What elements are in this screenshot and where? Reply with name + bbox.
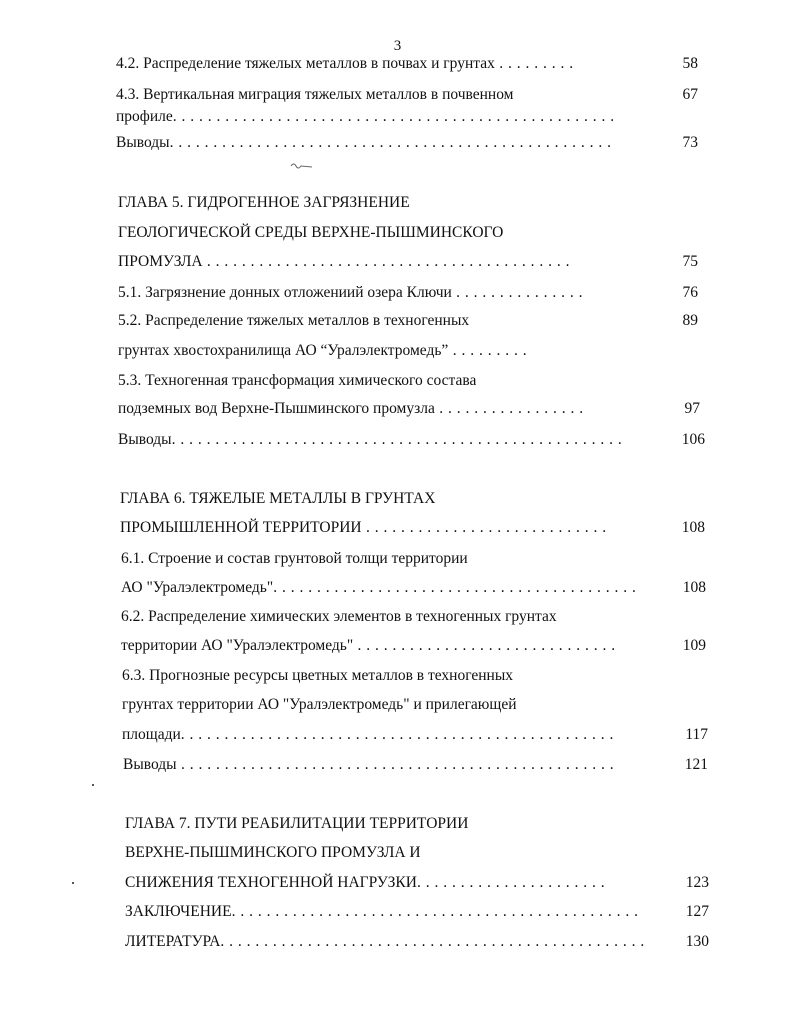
toc-entry-title: ЛИТЕРАТУРА [125,933,221,950]
toc-page-number: 130 [685,933,709,950]
toc-page-number: 121 [684,756,708,773]
toc-entry [118,369,476,393]
toc-entry [118,250,570,274]
toc-entry-title: 5.3. Техногенная трансформация химического состава [118,372,477,389]
toc-entry-title: грунтах хвостохранилища АО “Уралэлектромедь” [118,342,449,359]
toc-dot-leader: . . . . . . . . . . . . . . . . . . . . . . . . . . . . . . . . . . . . . . . . . . . . . . . . . [220,933,645,950]
toc-entry-title: ЗАКЛЮЧЕНИЕ [125,903,232,920]
page-number: 3 [393,38,402,54]
scan-speck [72,882,74,884]
toc-entry [116,131,611,155]
toc-entry [122,723,614,747]
toc-entry-title: 4.2. Распределение тяжелых металлов в почвах и грунтах [116,55,495,72]
toc-entry [125,900,638,924]
toc-entry-title: Выводы [123,756,177,773]
toc-entry-title: грунтах территории АО "Уралэлектромедь" и прилегающей [122,696,517,713]
toc-entry-title: 5.2. Распределение тяжелых металлов в техногенных [118,312,470,329]
toc-entry [116,52,574,76]
toc-page-number: 109 [682,637,706,654]
toc-entry-title: ГЛАВА 7. ПУТИ РЕАБИЛИТАЦИИ ТЕРРИТОРИИ [125,815,469,832]
toc-entry-title: Выводы [118,431,172,448]
toc-dot-leader: . . . . . . . . . . . . . . . . . . . . . . . . . . . . . . . . . . . . . . . . . . . . . . . . . . . [169,134,612,151]
toc-entry [118,309,469,333]
toc-page-number: 89 [682,312,698,329]
toc-page-number: 58 [682,55,698,72]
toc-entry [116,83,513,107]
toc-dot-leader: . . . . . . . . . . . . . . . . . . . . . . . . . . . . . . . . . . . . . . . . . . . . . . . . . . . . [171,431,623,448]
toc-entry-title: 4.3. Вертикальная миграция тяжелых металлов в почвенном [116,86,514,103]
scan-speck [92,784,94,786]
toc-entry [118,281,583,305]
toc-entry-title: площади [122,726,181,743]
toc-page-number: 73 [682,134,698,151]
toc-entry [123,753,614,777]
toc-dot-leader: . . . . . . . . . . . . . . . . . . . . . . . . . . . . . . . . . . . . . . . . . . [202,253,571,270]
toc-dot-leader: . . . . . . . . . . . . . . . . . . . . . . . . . . . . . . . . . . . . . . . . . . . . . . . . . . . [172,108,615,125]
toc-dot-leader: . . . . . . . . . [448,342,528,359]
toc-page-number: 108 [681,519,705,536]
toc-entry [121,547,468,571]
toc-entry-title: Выводы [116,134,170,151]
toc-entry-title: 5.1. Загрязнение донных отложениий озера Ключи [118,284,452,301]
toc-entry-title: ГЛАВА 6. ТЯЖЕЛЫЕ МЕТАЛЛЫ В ГРУНТАХ [120,490,436,507]
toc-page-number: 108 [682,579,706,596]
toc-entry [118,397,584,421]
toc-page-number: 76 [682,284,698,301]
toc-entry [118,428,622,452]
toc-entry-title: 6.1. Строение и состав грунтовой толщи территории [121,550,468,567]
toc-entry-title: СНИЖЕНИЯ ТЕХНОГЕННОЙ НАГРУЗКИ [125,874,417,891]
toc-page-number: 117 [685,726,708,743]
toc-dot-leader: . . . . . . . . . . . . . . . . . . . . . . . . . . . . . . . . . . . . . . . . . . . . . . . . . . [176,756,615,773]
toc-entry [122,693,517,717]
toc-page-number: 67 [682,86,698,103]
toc-entry-title: ГЕОЛОГИЧЕСКОЙ СРЕДЫ ВЕРХНЕ-ПЫШМИНСКОГО [118,224,504,241]
toc-entry [121,634,616,658]
toc-dot-leader: . . . . . . . . . . . . . . . . . . . . . . . . . . . . . . [353,637,616,654]
toc-dot-leader: . . . . . . . . . . . . . . . . . . . . . . . . . . . . . . . . . . . . . . . . . . . . . . . [231,903,639,920]
toc-dot-leader: . . . . . . . . . . . . . . . [451,284,584,301]
toc-entry-title: ПРОМЫШЛЕННОЙ ТЕРРИТОРИИ [120,519,362,536]
toc-entry [122,664,513,688]
toc-entry [118,221,503,245]
toc-entry-title: 6.2. Распределение химических элементов в техногенных грунтах [121,608,557,625]
toc-entry [125,812,468,836]
toc-dot-leader: . . . . . . . . . . . . . . . . . . . . . . . . . . . . . . . . . . . . . . . . . . . . . . . . . . [180,726,614,743]
toc-entry [120,516,607,540]
toc-dot-leader: . . . . . . . . . . . . . . . . . . . . . . . . . . . . [361,519,607,536]
toc-entry [125,871,605,895]
toc-entry-title: ГЛАВА 5. ГИДРОГЕННОЕ ЗАГРЯЗНЕНИЕ [118,194,410,211]
toc-dot-leader: . . . . . . . . . . . . . . . . . . . . . . [416,874,606,891]
toc-entry [121,576,636,600]
toc-entry-title: ВЕРХНЕ-ПЫШМИНСКОГО ПРОМУЗЛА И [125,844,421,861]
toc-dot-leader: . . . . . . . . . . . . . . . . . . . . . . . . . . . . . . . . . . . . . . . . . . [273,579,637,596]
toc-entry-title: 6.3. Прогнозные ресурсы цветных металлов в техногенных [122,667,513,684]
toc-entry [125,930,645,954]
toc-dot-leader: . . . . . . . . . . . . . . . . . [434,400,584,417]
toc-entry [118,191,410,215]
toc-entry [120,487,435,511]
toc-entry [125,841,421,865]
toc-page-number: 75 [682,253,698,270]
toc-entry-title: ПРОМУЗЛА [118,253,203,270]
toc-entry [118,339,527,363]
toc-page-number: 123 [685,874,709,891]
pen-scribble-mark [290,158,314,176]
toc-dot-leader: . . . . . . . . . [494,55,574,72]
toc-entry-title: АО "Уралэлектромедь" [121,579,274,596]
toc-entry-title: профиле [116,108,173,125]
toc-page-number: 97 [684,400,700,417]
toc-entry [116,105,615,129]
toc-entry [121,605,557,629]
toc-entry-title: подземных вод Верхне-Пышминского промузла [118,400,435,417]
toc-page-number: 127 [685,903,709,920]
toc-entry-title: территории АО "Уралэлектромедь" [121,637,354,654]
toc-page-number: 106 [681,431,705,448]
